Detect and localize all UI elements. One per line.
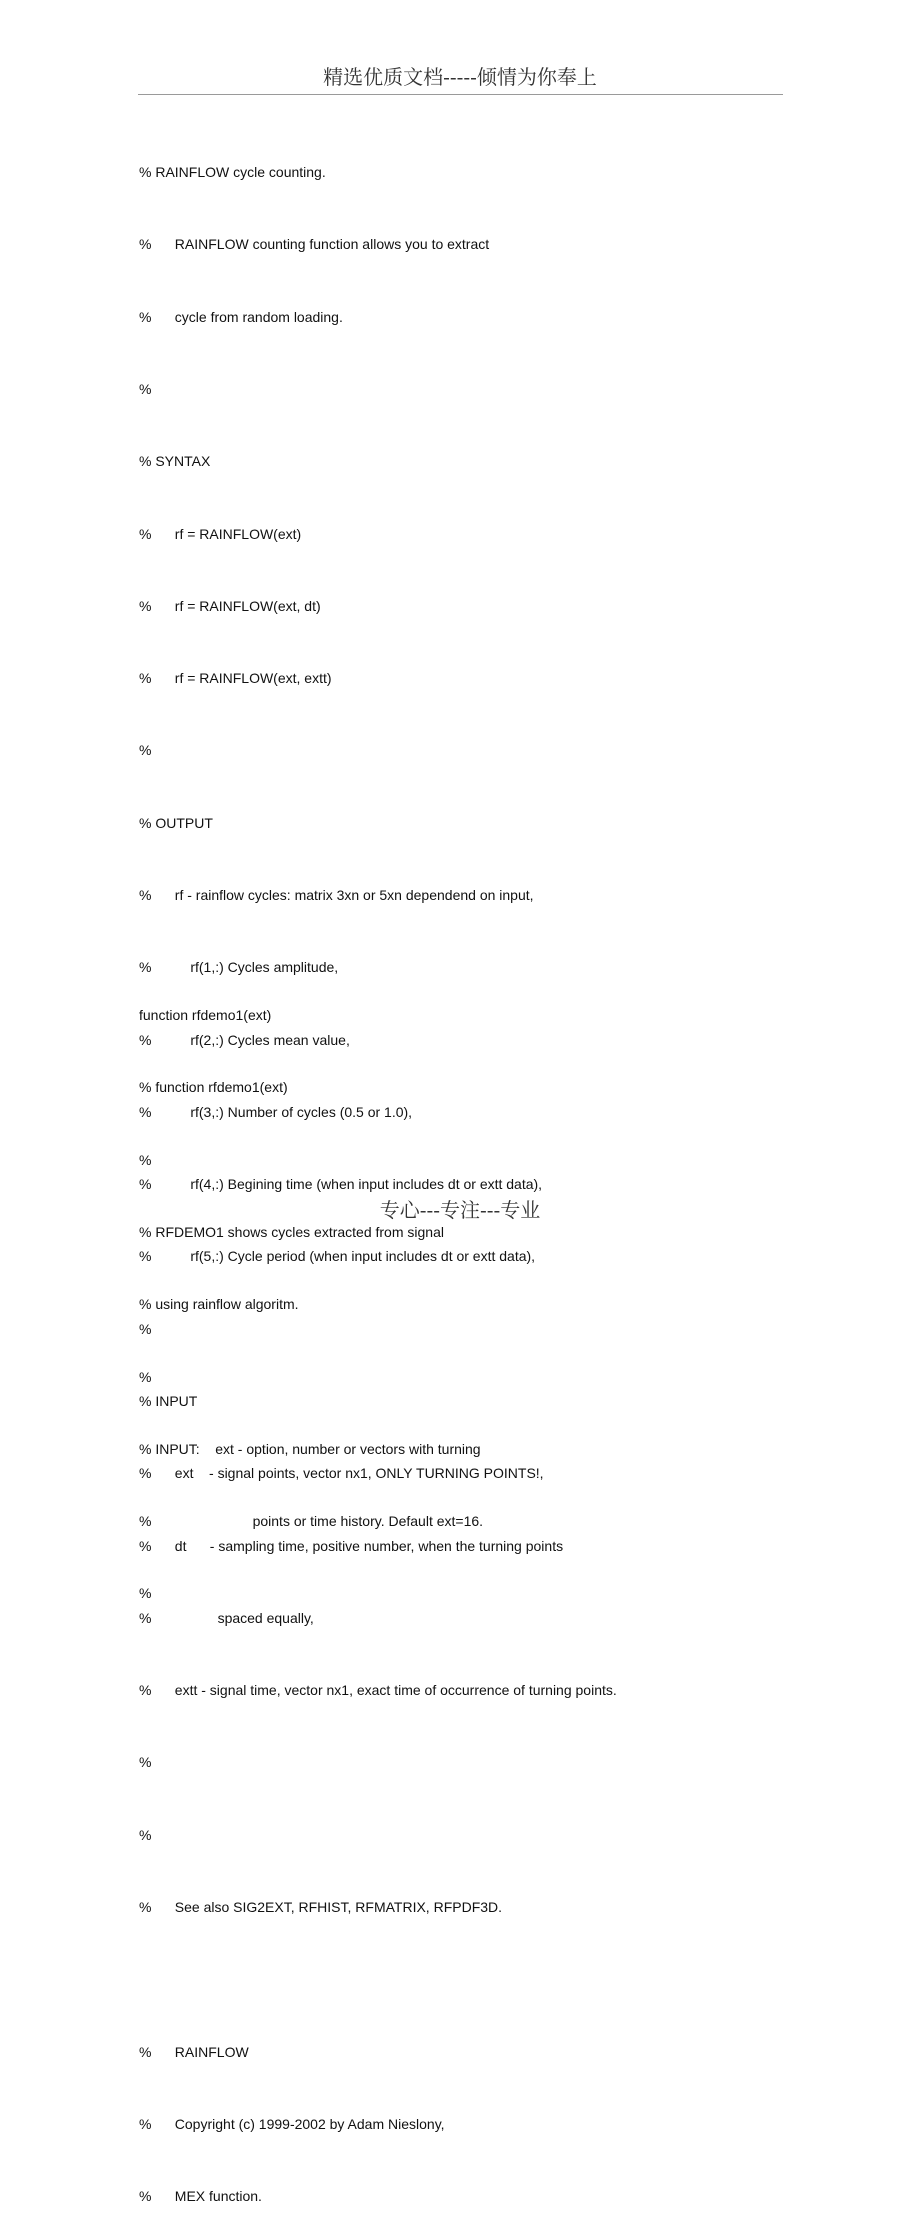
code-line: % MEX function. [139, 2188, 262, 2205]
code-line: % rf = RAINFLOW(ext) [139, 525, 302, 542]
code-line: % [139, 1754, 152, 1771]
code-line: % spaced equally, [139, 1609, 314, 1626]
code-line: % rf(4,:) Begining time (when input includes dt or extt data), [139, 1176, 543, 1193]
code-line: % rf = RAINFLOW(ext, extt) [139, 670, 332, 687]
code-line: % SYNTAX [139, 453, 211, 470]
code-line: % [139, 1585, 152, 1602]
code-line: % OUTPUT [139, 814, 213, 831]
code-line: % [139, 742, 152, 759]
code-line: % [139, 1151, 152, 1168]
code-line: % dt - sampling time, positive number, when the turning points [139, 1537, 564, 1554]
code-line: % ext - signal points, vector nx1, ONLY TURNING POINTS!, [139, 1465, 544, 1482]
code-line: % rf = RAINFLOW(ext, dt) [139, 597, 321, 614]
page-footer-text: 专心---专注---专业 [379, 1198, 541, 1222]
code-line [139, 1967, 839, 1991]
code-line: % rf(3,:) Number of cycles (0.5 or 1.0), [139, 1103, 413, 1120]
code-line: % RFDEMO1 shows cycles extracted from signal [139, 1224, 444, 1241]
code-line: % INPUT: ext - option, number or vectors with turning [139, 1440, 481, 1457]
code-line: % RAINFLOW cycle counting. [139, 164, 326, 181]
code-line: % using rainflow algoritm. [139, 1296, 299, 1313]
code-line: % rf - rainflow cycles: matrix 3xn or 5xn dependend on input, [139, 887, 534, 903]
code-line: % RAINFLOW counting function allows you to extract [139, 236, 490, 253]
code-line: % [139, 1826, 152, 1843]
code-line: % rf(1,:) Cycles amplitude, [139, 959, 339, 976]
code-line: % function rfdemo1(ext) [139, 1079, 288, 1096]
code-line: % INPUT [139, 1392, 198, 1409]
code-line: % Copyright (c) 1999-2002 by Adam Nieslony, [139, 2115, 445, 2132]
rfdemo1-code-block [139, 955, 839, 1630]
code-line: % extt - signal time, vector nx1, exact time of occurrence of turning points. [139, 1682, 617, 1699]
code-line: % cycle from random loading. [139, 308, 343, 325]
code-line: % RAINFLOW [139, 2043, 249, 2060]
code-line: % See also SIG2EXT, RFHIST, RFMATRIX, RFPDF3D. [139, 1898, 503, 1915]
code-line: % points or time history. Default ext=16. [139, 1513, 484, 1530]
code-line: % rf(2,:) Cycles mean value, [139, 1031, 350, 1048]
code-line: % [139, 381, 152, 398]
code-line: % [139, 1368, 152, 1385]
header-divider [138, 94, 783, 95]
code-line: % [139, 1320, 152, 1337]
code-line: function rfdemo1(ext) [139, 1007, 272, 1024]
page-header-title: 精选优质文档-----倾情为你奉上 [323, 65, 597, 89]
code-line: % rf(5,:) Cycle period (when input includes dt or extt data), [139, 1248, 536, 1265]
